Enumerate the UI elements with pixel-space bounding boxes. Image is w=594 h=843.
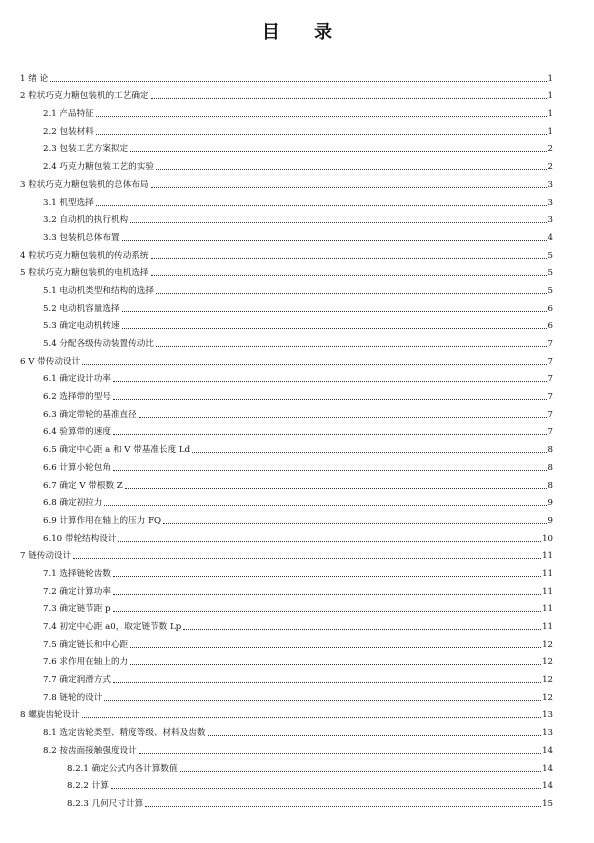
- dot-leader: [156, 346, 547, 347]
- toc-entry-label: 6.2 选择带的型号: [43, 392, 111, 403]
- toc-entry[interactable]: [20, 154, 553, 172]
- toc-entry-page-number: 7: [547, 392, 553, 403]
- toc-entry-label: 6.6 计算小轮包角: [43, 462, 111, 473]
- toc-entry-page-number: 8: [547, 462, 553, 473]
- toc-entry[interactable]: [20, 66, 553, 84]
- toc-entry[interactable]: [20, 278, 553, 296]
- toc-entry[interactable]: [20, 384, 553, 402]
- toc-entry-page-number: 1: [547, 126, 553, 137]
- toc-entry-page-number: 7: [547, 374, 553, 385]
- toc-entry[interactable]: [20, 455, 553, 473]
- toc-entry-label: 8.2 按齿面接触强度设计: [43, 745, 137, 756]
- dot-leader: [163, 523, 546, 524]
- toc-entry-page-number: 14: [542, 763, 553, 774]
- dot-leader: [96, 134, 547, 135]
- dot-leader: [139, 417, 547, 418]
- dot-leader: [130, 647, 541, 648]
- dot-leader: [113, 399, 547, 400]
- toc-entry[interactable]: [20, 756, 553, 774]
- toc-entry-label: 7.6 求作用在轴上的力: [43, 657, 129, 668]
- toc-entry[interactable]: [20, 703, 553, 721]
- toc-entry-page-number: 3: [547, 197, 553, 208]
- toc-entry-label: 8.2.1 确定公式内各计算数值: [67, 763, 178, 774]
- toc-entry-label: 7.1 选择链轮齿数: [43, 568, 111, 579]
- toc-entry[interactable]: [20, 331, 553, 349]
- toc-entry[interactable]: [20, 190, 553, 208]
- toc-entry[interactable]: [20, 349, 553, 367]
- dot-leader: [111, 788, 541, 789]
- toc-entry[interactable]: [20, 243, 553, 261]
- toc-entry[interactable]: [20, 367, 553, 385]
- toc-entry-label: 7 链传动设计: [20, 551, 72, 562]
- dot-leader: [82, 364, 546, 365]
- toc-entry-label: 3.1 机型选择: [43, 197, 94, 208]
- toc-entry-label: 2.1 产品特征: [43, 109, 94, 120]
- toc-entry-label: 2.4 巧克力糖包装工艺的实验: [43, 162, 154, 173]
- toc-entry[interactable]: [20, 614, 553, 632]
- toc-entry[interactable]: [20, 632, 553, 650]
- dot-leader: [82, 717, 541, 718]
- dot-leader: [113, 434, 547, 435]
- dot-leader: [156, 169, 547, 170]
- toc-entry-page-number: 11: [542, 568, 553, 579]
- toc-entry-page-number: 12: [542, 675, 553, 686]
- toc-entry[interactable]: [20, 526, 553, 544]
- toc-entry-label: 1 绪 论: [20, 73, 49, 84]
- toc-entry[interactable]: [20, 119, 553, 137]
- toc-entry-page-number: 15: [542, 798, 553, 809]
- toc-entry[interactable]: [20, 137, 553, 155]
- dot-leader: [113, 594, 541, 595]
- toc-entry-page-number: 7: [547, 409, 553, 420]
- toc-entry-label: 5.2 电动机容量选择: [43, 303, 120, 314]
- toc-entry-page-number: 8: [547, 480, 553, 491]
- dot-leader: [139, 753, 541, 754]
- toc-entry[interactable]: [20, 101, 553, 119]
- toc-entry-page-number: 9: [547, 515, 553, 526]
- toc-entry[interactable]: [20, 314, 553, 332]
- toc-entry[interactable]: [20, 420, 553, 438]
- toc-entry-page-number: 9: [547, 498, 553, 509]
- toc-entry[interactable]: [20, 508, 553, 526]
- toc-entry[interactable]: [20, 544, 553, 562]
- dot-leader: [104, 505, 546, 506]
- toc-entry-page-number: 11: [542, 551, 553, 562]
- toc-entry-page-number: 1: [547, 109, 553, 120]
- dot-leader: [104, 700, 541, 701]
- toc-entry-label: 7.8 链轮的设计: [43, 692, 103, 703]
- dot-leader: [151, 275, 547, 276]
- dot-leader: [130, 664, 541, 665]
- dot-leader: [113, 381, 547, 382]
- toc-entry-label: 8.2.2 计算: [67, 781, 109, 792]
- dot-leader: [113, 470, 547, 471]
- toc-entry-page-number: 5: [547, 250, 553, 261]
- toc-entry-page-number: 6: [547, 321, 553, 332]
- table-of-contents: [20, 66, 553, 809]
- toc-entry-label: 8.2.3 几何尺寸计算: [67, 798, 144, 809]
- toc-entry-page-number: 2: [547, 162, 553, 173]
- toc-entry-label: 6.9 计算作用在轴上的压力 FQ: [43, 515, 162, 526]
- toc-entry-label: 5.4 分配各级传动装置传动比: [43, 339, 154, 349]
- toc-entry-page-number: 7: [547, 427, 553, 438]
- dot-leader: [113, 576, 541, 577]
- dot-leader: [130, 222, 546, 223]
- toc-entry-label: 6.3 确定带轮的基准直径: [43, 409, 137, 420]
- toc-entry-label: 3.3 包装机总体布置: [43, 232, 120, 243]
- toc-entry[interactable]: [20, 402, 553, 420]
- toc-entry[interactable]: [20, 261, 553, 279]
- dot-leader: [122, 240, 547, 241]
- toc-entry-label: 8.1 选定齿轮类型、精度等级、材料及齿数: [43, 728, 206, 739]
- toc-entry[interactable]: [20, 650, 553, 668]
- dot-leader: [122, 311, 547, 312]
- toc-entry-label: 2.3 包装工艺方案拟定: [43, 144, 129, 155]
- toc-entry-label: 5.3 确定电动机转速: [43, 321, 120, 332]
- toc-entry-page-number: 8: [547, 445, 553, 456]
- toc-entry[interactable]: [20, 791, 553, 809]
- toc-entry-label: 6.7 确定 V 带根数 Z: [43, 480, 123, 491]
- toc-entry-page-number: 11: [542, 604, 553, 615]
- toc-entry-label: 5.1 电动机类型和结构的选择: [43, 285, 154, 296]
- dot-leader: [96, 205, 547, 206]
- toc-entry-page-number: 7: [547, 339, 553, 349]
- toc-entry-page-number: 5: [547, 285, 553, 296]
- dot-leader: [73, 558, 541, 559]
- toc-entry[interactable]: [20, 473, 553, 491]
- toc-entry-label: 7.7 确定润滑方式: [43, 675, 111, 686]
- dot-leader: [151, 258, 547, 259]
- toc-entry-page-number: 1: [547, 73, 553, 84]
- toc-entry[interactable]: [20, 296, 553, 314]
- toc-entry[interactable]: [20, 774, 553, 792]
- toc-entry-label: 4 粒状巧克力糖包装机的传动系统: [20, 250, 149, 261]
- dot-leader: [151, 98, 547, 99]
- dot-leader: [113, 682, 541, 683]
- toc-entry-label: 6.8 确定初拉力: [43, 498, 103, 509]
- toc-entry[interactable]: [20, 437, 553, 455]
- toc-entry-page-number: 7: [547, 356, 553, 367]
- toc-entry-label: 6.10 带轮结构设计: [43, 533, 117, 544]
- toc-entry-label: 6.1 确定设计功率: [43, 374, 111, 385]
- dot-leader: [192, 452, 546, 453]
- toc-entry-page-number: 3: [547, 215, 553, 226]
- toc-entry-label: 7.4 初定中心距 a0，取定链节数 Lp: [43, 622, 182, 632]
- toc-entry-page-number: 11: [542, 586, 553, 597]
- toc-entry[interactable]: [20, 208, 553, 226]
- toc-entry-label: 3 粒状巧克力糖包装机的总体布局: [20, 179, 149, 190]
- dot-leader: [145, 806, 541, 807]
- dot-leader: [96, 116, 547, 117]
- toc-entry[interactable]: [20, 667, 553, 685]
- toc-entry[interactable]: [20, 685, 553, 703]
- toc-entry-page-number: 12: [542, 657, 553, 668]
- toc-entry-page-number: 12: [542, 639, 553, 650]
- toc-entry-page-number: 1: [547, 91, 553, 102]
- toc-entry-page-number: 2: [547, 144, 553, 155]
- dot-leader: [151, 187, 547, 188]
- toc-entry-page-number: 12: [542, 692, 553, 703]
- dot-leader: [113, 611, 541, 612]
- toc-entry[interactable]: [20, 172, 553, 190]
- toc-entry-label: 3.2 自动机的执行机构: [43, 215, 129, 226]
- toc-entry-page-number: 13: [542, 710, 553, 721]
- toc-entry-page-number: 3: [547, 179, 553, 190]
- toc-entry-label: 8 螺旋齿轮设计: [20, 710, 80, 721]
- toc-entry-page-number: 14: [542, 745, 553, 756]
- toc-entry-label: 6 V 带传动设计: [20, 356, 81, 367]
- toc-entry[interactable]: [20, 579, 553, 597]
- dot-leader: [183, 629, 541, 630]
- toc-entry-label: 6.4 验算带的速度: [43, 427, 111, 438]
- toc-entry-page-number: 4: [547, 232, 553, 243]
- dot-leader: [180, 771, 542, 772]
- toc-entry-label: 7.3 确定链节距 p: [43, 604, 111, 615]
- toc-entry[interactable]: [20, 225, 553, 243]
- toc-entry-label: 6.5 确定中心距 a 和 V 带基准长度 Ld: [43, 445, 191, 456]
- toc-entry[interactable]: [20, 491, 553, 509]
- toc-entry[interactable]: [20, 84, 553, 102]
- dot-leader: [122, 328, 547, 329]
- toc-entry-page-number: 5: [547, 268, 553, 279]
- toc-entry-label: 7.5 确定链长和中心距: [43, 639, 129, 650]
- dot-leader: [156, 293, 547, 294]
- toc-entry[interactable]: [20, 597, 553, 615]
- toc-entry-label: 5 粒状巧克力糖包装机的电机选择: [20, 268, 149, 279]
- toc-entry[interactable]: [20, 561, 553, 579]
- toc-entry-label: 7.2 确定计算功率: [43, 586, 111, 597]
- dot-leader: [50, 81, 546, 82]
- toc-entry-page-number: 14: [542, 781, 553, 792]
- toc-entry-page-number: 10: [542, 533, 553, 544]
- toc-entry[interactable]: [20, 738, 553, 756]
- dot-leader: [208, 735, 542, 736]
- page-title: 目 录: [261, 22, 347, 43]
- toc-entry-page-number: 6: [547, 303, 553, 314]
- toc-entry[interactable]: [20, 720, 553, 738]
- toc-entry-page-number: 13: [542, 728, 553, 739]
- dot-leader: [118, 541, 541, 542]
- toc-entry-label: 2.2 包装材料: [43, 126, 94, 137]
- toc-entry-page-number: 11: [542, 622, 553, 632]
- dot-leader: [125, 488, 547, 489]
- toc-entry-label: 2 粒状巧克力糖包装机的工艺确定: [20, 91, 149, 102]
- dot-leader: [130, 151, 546, 152]
